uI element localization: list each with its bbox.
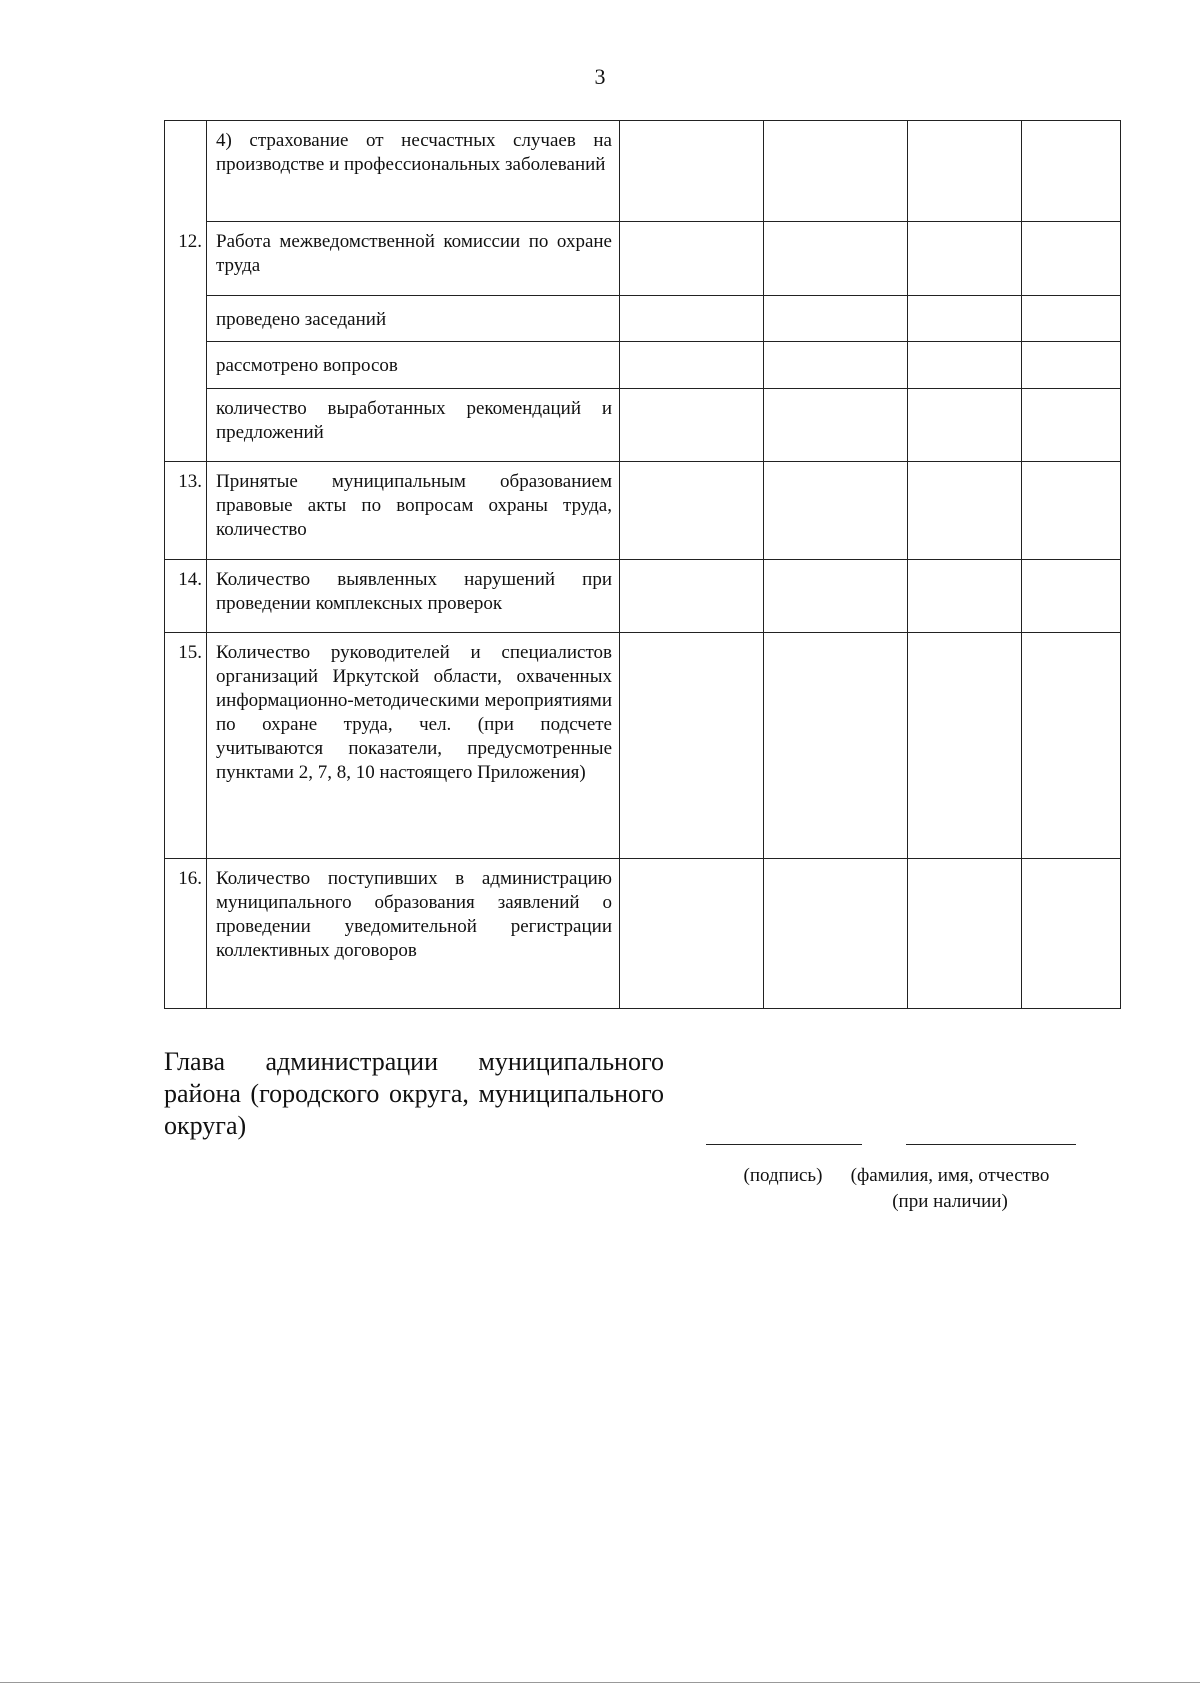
name-caption-line2: (при наличии) bbox=[892, 1191, 1008, 1212]
data-cell bbox=[1022, 222, 1121, 296]
signatory-title: Глава администрации муниципального района (городского округа, муниципального округа) bbox=[164, 1047, 664, 1140]
table-row bbox=[165, 121, 1121, 222]
data-cell bbox=[908, 121, 1022, 222]
data-cell bbox=[764, 342, 908, 389]
data-cell bbox=[764, 222, 908, 296]
table-row bbox=[165, 222, 1121, 296]
row-number: 12. bbox=[165, 222, 207, 296]
table-row bbox=[165, 560, 1121, 633]
signature-caption: (подпись) bbox=[743, 1165, 823, 1186]
data-cell bbox=[908, 633, 1022, 859]
data-cell bbox=[764, 560, 908, 633]
row-text: Количество поступивших в администрацию муниципального образования заявлений о проведении уведомительной регистрации коллективных договоров bbox=[207, 859, 620, 1009]
data-cell bbox=[764, 296, 908, 342]
name-line bbox=[906, 1144, 1076, 1145]
table-row bbox=[165, 296, 1121, 342]
table-row bbox=[165, 389, 1121, 462]
row-text: Количество руководителей и специалистов организаций Иркутской области, охваченных информационно-методическими мероприятиями по охране труда, чел. (при подсчете учитываются показатели, предусмотренные пунктами 2, 7, 8, 10 настоящего Приложения) bbox=[207, 633, 620, 859]
row-number: 14. bbox=[165, 560, 207, 633]
row-text: количество выработанных рекомендаций и предложений bbox=[207, 389, 620, 462]
data-cell bbox=[908, 859, 1022, 1009]
report-table bbox=[164, 120, 1121, 1009]
data-cell bbox=[764, 462, 908, 560]
row-number: 16. bbox=[165, 859, 207, 1009]
table-row bbox=[165, 859, 1121, 1009]
row-number bbox=[165, 342, 207, 389]
data-cell bbox=[1022, 342, 1121, 389]
row-text: 4) страхование от несчастных случаев на производстве и профессиональных заболеваний bbox=[207, 121, 620, 222]
data-cell bbox=[908, 560, 1022, 633]
page-number: 3 bbox=[594, 64, 606, 89]
data-cell bbox=[908, 296, 1022, 342]
data-cell bbox=[764, 121, 908, 222]
data-cell bbox=[908, 462, 1022, 560]
row-text: проведено заседаний bbox=[207, 296, 620, 342]
row-text: Принятые муниципальным образованием правовые акты по вопросам охраны труда, количество bbox=[207, 462, 620, 560]
signature-line bbox=[706, 1144, 862, 1145]
data-cell bbox=[620, 462, 764, 560]
data-cell bbox=[764, 859, 908, 1009]
row-text: рассмотрено вопросов bbox=[207, 342, 620, 389]
data-cell bbox=[620, 560, 764, 633]
data-cell bbox=[908, 222, 1022, 296]
row-number: 13. bbox=[165, 462, 207, 560]
data-cell bbox=[620, 859, 764, 1009]
name-caption-line1: (фамилия, имя, отчество bbox=[850, 1165, 1050, 1186]
data-cell bbox=[1022, 389, 1121, 462]
row-text: Работа межведомственной комиссии по охране труда bbox=[207, 222, 620, 296]
row-number bbox=[165, 296, 207, 342]
table-row bbox=[165, 342, 1121, 389]
footer-rule bbox=[0, 1682, 1200, 1683]
data-cell bbox=[908, 389, 1022, 462]
row-number bbox=[165, 121, 207, 222]
data-cell bbox=[1022, 633, 1121, 859]
data-cell bbox=[1022, 859, 1121, 1009]
data-cell bbox=[620, 342, 764, 389]
data-cell bbox=[620, 121, 764, 222]
data-cell bbox=[764, 633, 908, 859]
data-cell bbox=[1022, 121, 1121, 222]
row-number: 15. bbox=[165, 633, 207, 859]
data-cell bbox=[1022, 560, 1121, 633]
data-cell bbox=[620, 389, 764, 462]
row-text: Количество выявленных нарушений при проведении комплексных проверок bbox=[207, 560, 620, 633]
row-number bbox=[165, 389, 207, 462]
data-cell bbox=[620, 222, 764, 296]
data-cell bbox=[1022, 462, 1121, 560]
data-cell bbox=[620, 296, 764, 342]
table-row bbox=[165, 633, 1121, 859]
data-cell bbox=[908, 342, 1022, 389]
table-row bbox=[165, 462, 1121, 560]
data-cell bbox=[764, 389, 908, 462]
data-cell bbox=[620, 633, 764, 859]
data-cell bbox=[1022, 296, 1121, 342]
